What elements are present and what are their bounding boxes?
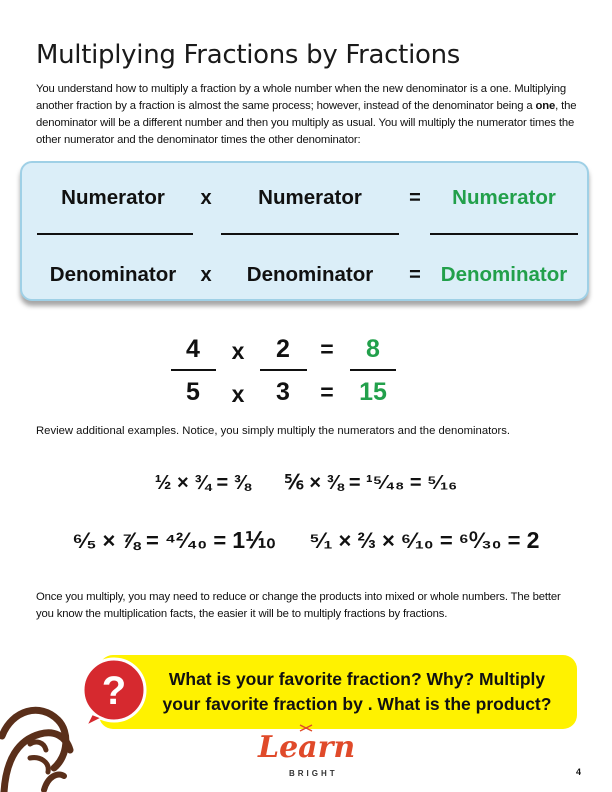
- intro-emphasis: one: [535, 100, 556, 112]
- formula-box: [20, 161, 589, 301]
- example-equals-top: =: [320, 336, 334, 362]
- formula-numerator-result: Numerator: [452, 186, 556, 209]
- formula-numerator-2: Numerator: [258, 186, 362, 209]
- formula-times-bottom: x: [200, 264, 212, 286]
- example-equation-3-fraction: ⅒: [245, 528, 276, 553]
- example-times-bottom: x: [231, 381, 245, 407]
- formula-times-top: x: [200, 187, 212, 209]
- example-equation-4: ⁵⁄₁ × ⅔ × ⁶⁄₁₀ = ⁶⁰⁄₃₀ =: [309, 528, 521, 553]
- formula-numerator-1: Numerator: [61, 186, 165, 209]
- example-equation-4-whole: 2: [526, 527, 540, 553]
- question-mark-badge-icon: [78, 656, 150, 728]
- example-equals-bottom: =: [320, 379, 334, 405]
- example-equation-3: ⁶⁄₅ × ⅞ = ⁴²⁄₄₀ =: [72, 528, 227, 553]
- example-denominator-result: 15: [359, 378, 387, 406]
- example-fraction-bar-3: [350, 369, 396, 371]
- logo-sparkle-icon: [298, 723, 314, 733]
- intro-text-1: You understand how to multiply a fraction by a whole number when the new denominator is a one. Multiplying another fraction by a fraction is almost the same process; however, instead of the denominator being a: [36, 83, 567, 112]
- examples-row-2: [73, 527, 540, 554]
- example-fraction-bar-2: [260, 369, 307, 371]
- example-equation-1: ½ × ¾ = ⅜: [154, 472, 251, 494]
- question-text: What is your favorite fraction? Why? Multiply your favorite fraction by . What is the product?: [162, 669, 552, 714]
- page-title: Multiplying Fractions by Fractions: [36, 40, 461, 70]
- example-equation-3-whole: 1: [232, 527, 246, 553]
- formula-denominator-1: Denominator: [49, 263, 177, 286]
- example-numerator-1: 4: [186, 335, 200, 363]
- question-bubble: [99, 655, 577, 729]
- example-denominator-2: 3: [276, 378, 290, 406]
- page-number: 4: [576, 767, 582, 777]
- formula-equals-top: =: [409, 187, 421, 209]
- example-equation-2: ⅚ × ⅜ = ¹⁵⁄₄₈ = ⁵⁄₁₆: [284, 472, 458, 494]
- logo-subtitle: BRIGHT: [289, 769, 338, 778]
- learn-bright-logo: Learn: [258, 730, 356, 765]
- formula-equals-bottom: =: [409, 264, 421, 286]
- example-numerator-result: 8: [366, 335, 380, 363]
- formula-fraction-bar-1: [37, 233, 193, 235]
- formula-fraction-bar-3: [430, 233, 578, 235]
- example-numerator-2: 2: [276, 335, 290, 363]
- formula-denominator-2: Denominator: [246, 263, 374, 286]
- review-text: Review additional examples. Notice, you simply multiply the numerators and the denominators.: [36, 425, 511, 437]
- intro-paragraph: [36, 81, 581, 149]
- example-times-top: x: [231, 338, 245, 364]
- outro-paragraph: Once you multiply, you may need to reduce or change the products into mixed or whole numbers. The better you know the multiplication facts, the easier it will be to multiply fractions by fractions.: [36, 591, 561, 620]
- formula-denominator-result: Denominator: [440, 263, 568, 286]
- formula-fraction-bar-2: [221, 233, 399, 235]
- examples-row-1: [155, 470, 457, 495]
- example-fraction-bar-1: [171, 369, 216, 371]
- example-denominator-1: 5: [186, 378, 200, 406]
- intro-text-2: , the denominator will be a different number and then you multiply as usual. You will multiply the numerator times the other numerator and the denominator times the other denominator:: [36, 100, 577, 146]
- question-mark-glyph: ?: [101, 669, 127, 713]
